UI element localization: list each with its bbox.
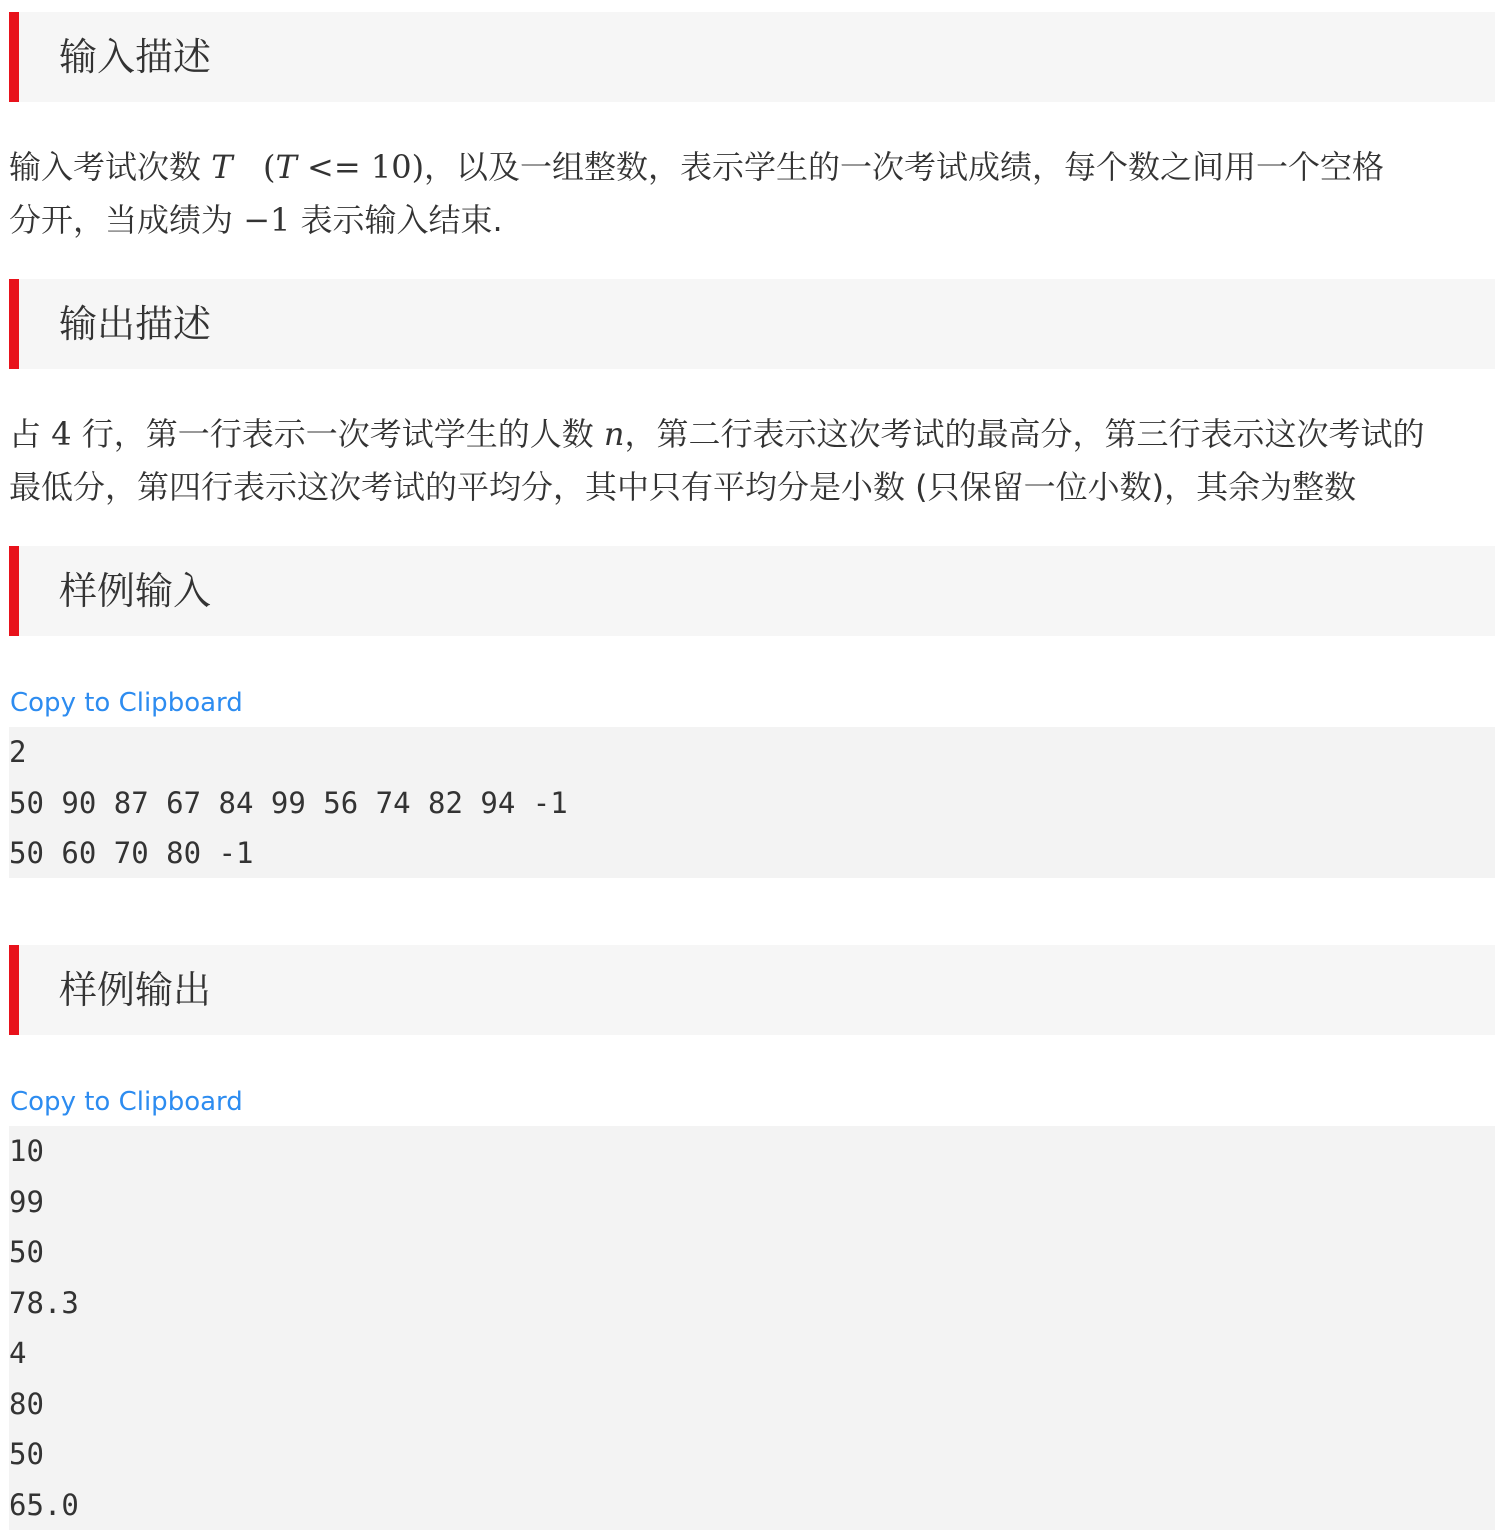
code-line: 99 <box>9 1184 44 1219</box>
output-description-text <box>9 408 1499 514</box>
text-span: ，以及一组整数，表示学生的一次考试成绩，每个数之间用一个空格 <box>424 148 1385 186</box>
math-paren: ) <box>411 148 425 186</box>
text-span: 输入考试次数 <box>9 148 202 186</box>
code-line: 50 <box>9 1437 44 1471</box>
text-span: 表示输入结束. <box>300 201 503 239</box>
math-variable-T: T <box>275 148 297 186</box>
code-line: 50 90 87 67 84 99 56 74 82 94 -1 <box>9 785 568 820</box>
paragraph-line <box>9 141 1499 194</box>
section-header-sample-input <box>9 546 1495 636</box>
code-line: 4 <box>9 1336 27 1370</box>
text-span: 行，第一行表示一次考试学生的人数 <box>81 415 594 453</box>
text-span: 占 <box>9 415 42 453</box>
input-description-text <box>9 141 1499 247</box>
section-title: 样例输出 <box>59 968 212 1012</box>
section-title: 输入描述 <box>59 35 212 79</box>
text-span: 分开，当成绩为 <box>9 201 234 239</box>
math-number: 10 <box>370 148 412 186</box>
math-number: −1 <box>243 201 291 239</box>
code-line: 10 <box>9 1134 44 1168</box>
section-title: 样例输入 <box>59 569 212 613</box>
sample-output-code-block <box>9 1126 1495 1530</box>
code-line: 50 60 70 80 -1 <box>9 836 254 870</box>
code-line: 80 <box>9 1386 44 1421</box>
math-variable-T: T <box>211 148 233 186</box>
section-title: 输出描述 <box>59 302 212 346</box>
copy-to-clipboard-link-output[interactable]: Copy to Clipboard <box>10 1087 243 1117</box>
math-operator-le: <= <box>307 148 361 186</box>
math-number: 4 <box>51 415 72 453</box>
code-line: 50 <box>9 1235 44 1269</box>
paragraph-line <box>9 194 1499 247</box>
sample-input-code-block <box>9 727 1495 878</box>
copy-to-clipboard-link-input[interactable]: Copy to Clipboard <box>10 688 243 718</box>
code-line: 2 <box>9 735 27 769</box>
math-paren: ( <box>263 148 276 186</box>
paragraph-line: 最低分，第四行表示这次考试的平均分，其中只有平均分是小数 (只保留一位小数)，其余为整数 <box>9 468 1357 506</box>
code-line: 78.3 <box>9 1285 79 1320</box>
section-header-output-description <box>9 279 1495 369</box>
section-header-sample-output <box>9 945 1495 1035</box>
code-line: 65.0 <box>9 1487 79 1522</box>
math-variable-n: n <box>603 415 625 453</box>
paragraph-line <box>9 408 1499 461</box>
text-span: ，第二行表示这次考试的最高分，第三行表示这次考试的 <box>624 415 1425 453</box>
section-header-input-description <box>9 12 1495 102</box>
